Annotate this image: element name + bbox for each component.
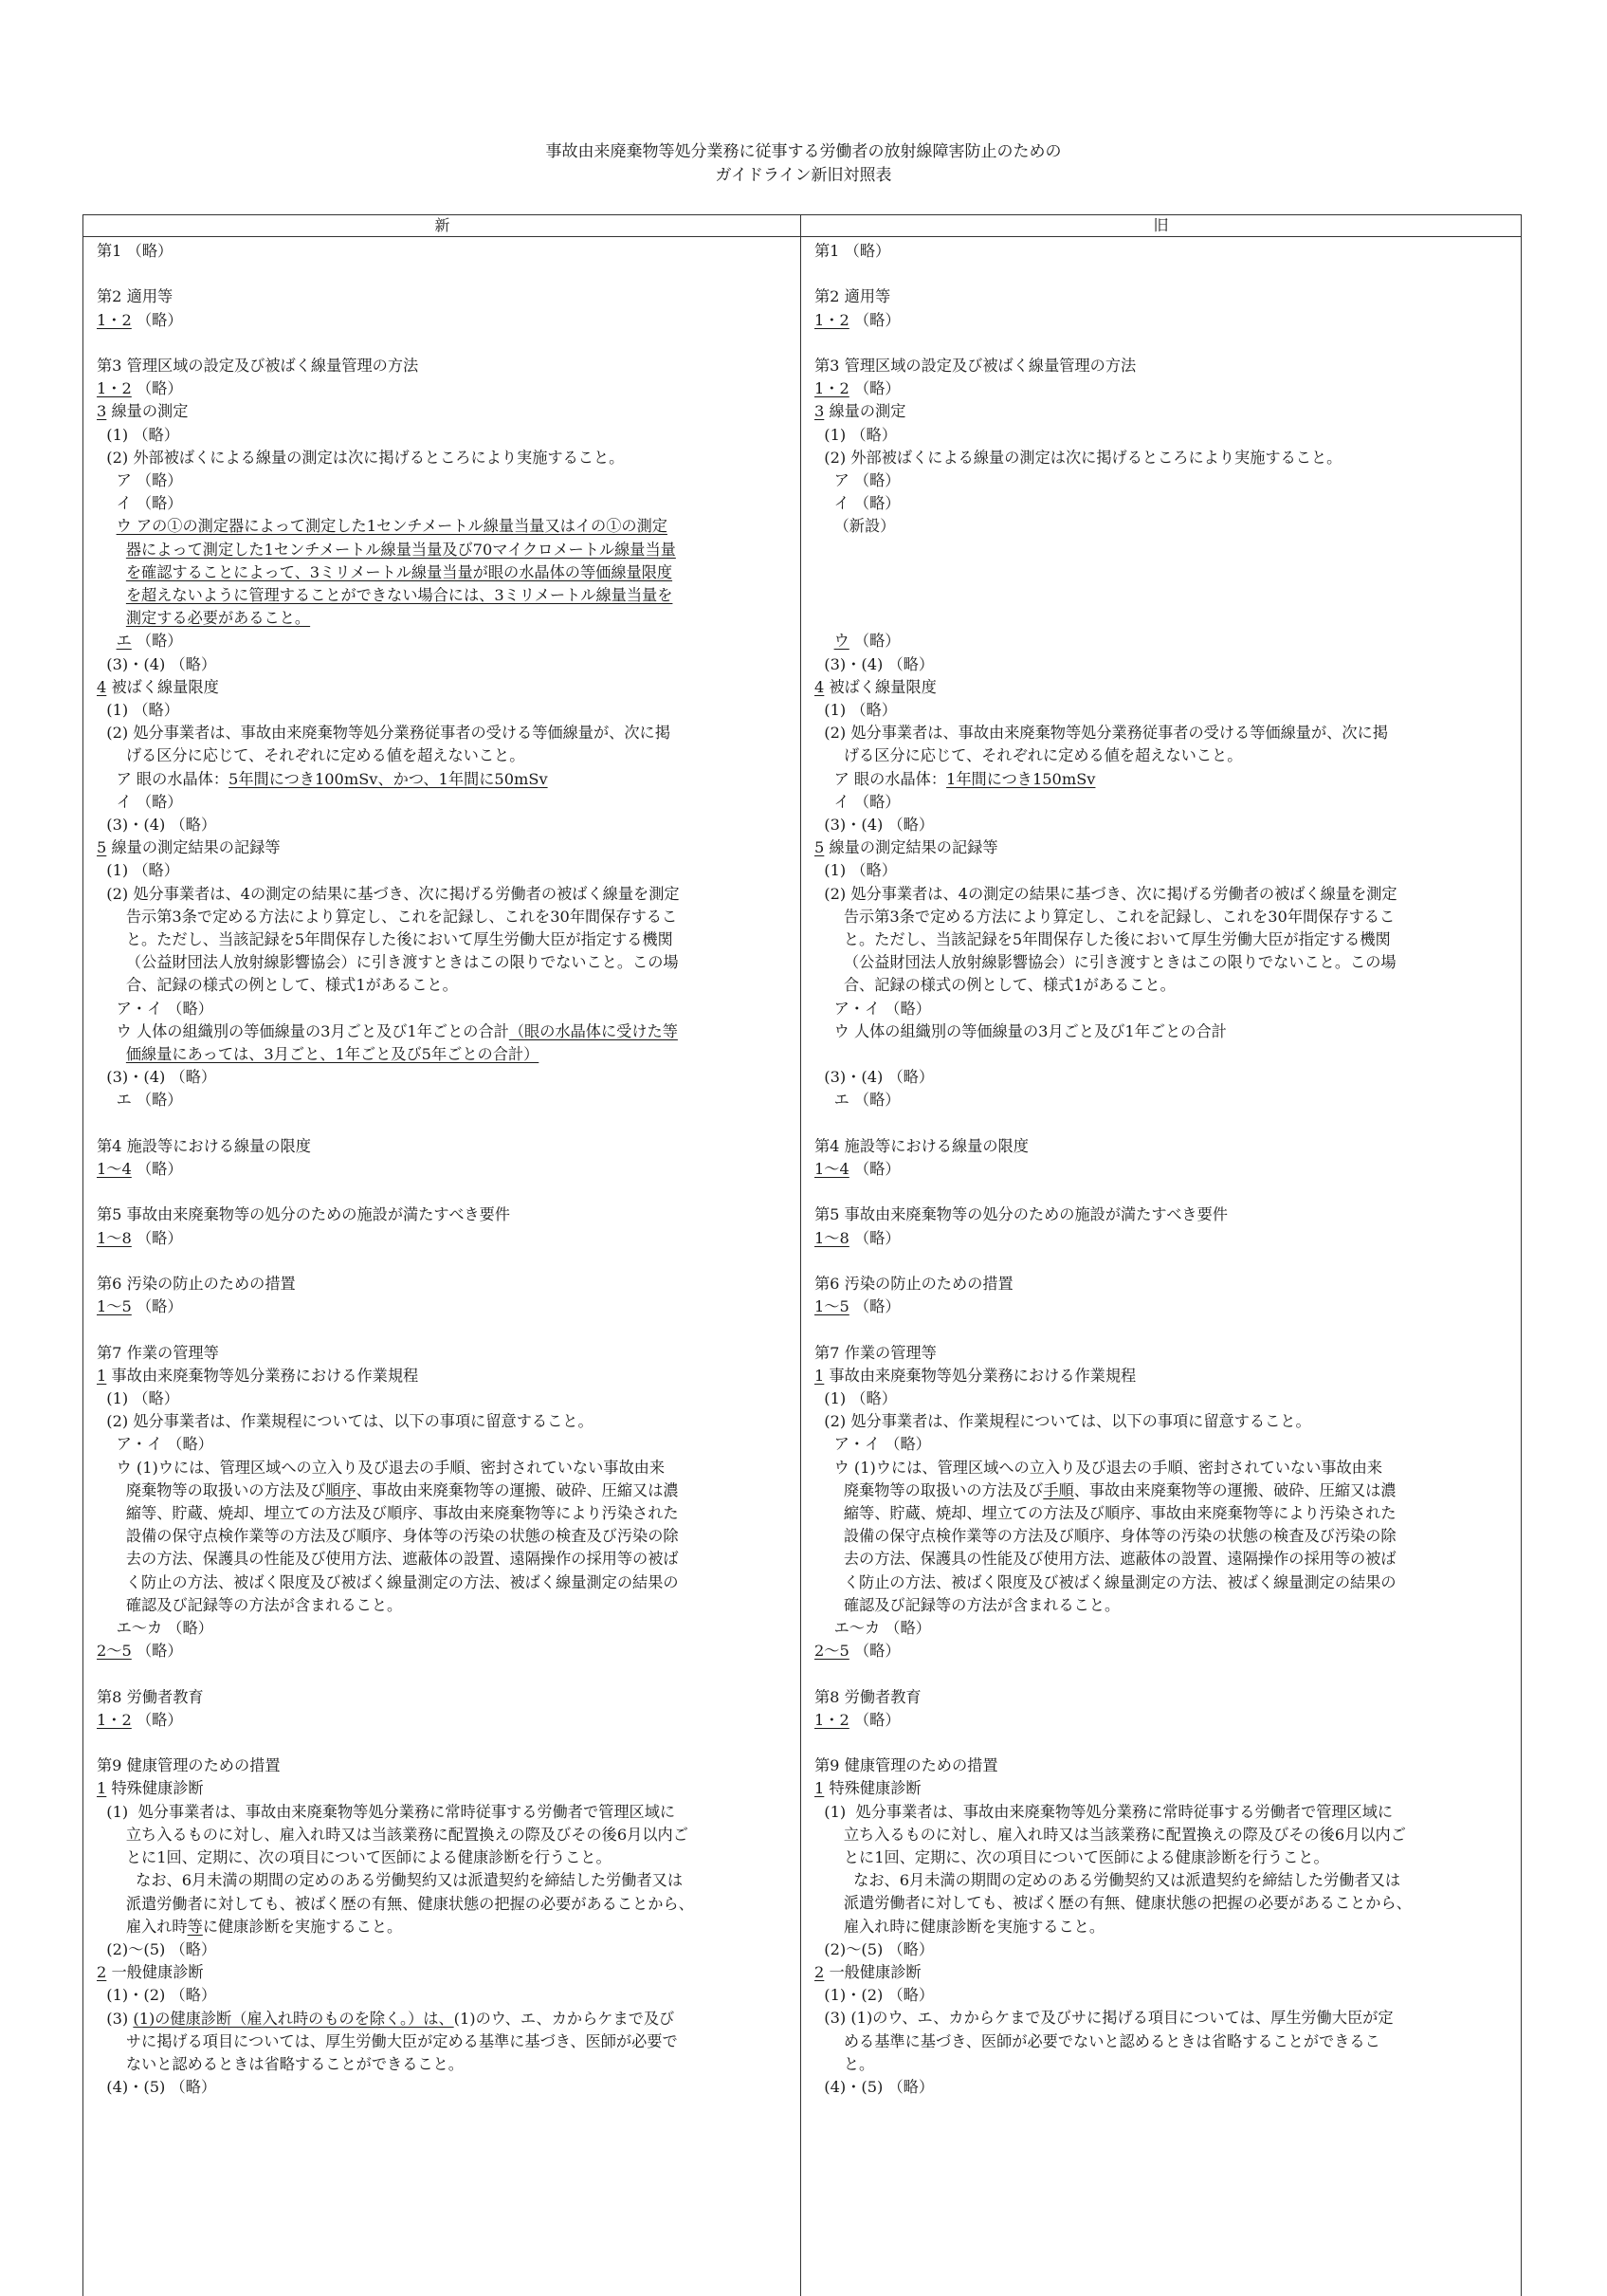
new-line: 設備の保守点検作業等の方法及び順序、身体等の汚染の状態の検査及び汚染の除 <box>97 1527 679 1546</box>
new-line: (2) 処分事業者は、事故由来廃棄物等処分業務従事者の受ける等価線量が、次に掲 <box>97 724 670 743</box>
amended-text: 1年間につき150mSv <box>946 769 1096 788</box>
amended-text: 3 <box>97 402 107 421</box>
new-line: 5 線量の測定結果の記録等 <box>97 838 281 857</box>
new-line: (3)・(4) （略） <box>97 1068 217 1087</box>
old-line: 5 線量の測定結果の記録等 <box>814 838 998 857</box>
old-line <box>814 561 1511 584</box>
new-line <box>97 584 789 607</box>
new-line: 1～5 （略） <box>97 1297 183 1316</box>
new-line: ウ (1)ウには、管理区域への立入り及び退去の手順、密封されていない事故由来 <box>97 1458 666 1477</box>
old-line <box>814 1732 1511 1754</box>
old-line: ウ 人体の組織別の等価線量の3月ごと及び1年ごとの合計 <box>814 1021 1227 1040</box>
old-line: と。ただし、当該記録を5年間保存した後において厚生労働大臣が指定する機関 <box>814 930 1391 948</box>
old-line: 第9 健康管理のための措置 <box>814 1756 998 1775</box>
amended-text: 手順 <box>1043 1480 1074 1499</box>
new-line: 1～8 （略） <box>97 1228 183 1247</box>
table-header <box>83 215 1521 237</box>
new-line: 3 線量の測定 <box>97 402 189 421</box>
header-new: 新 <box>434 216 450 234</box>
new-line <box>97 263 789 285</box>
new-line <box>97 1181 789 1203</box>
new-line: (1) （略） <box>97 1389 179 1408</box>
old-line: 3 線量の測定 <box>814 402 906 421</box>
old-line: 第6 汚染の防止のための措置 <box>814 1274 1014 1293</box>
old-line <box>814 607 1511 630</box>
old-line: 1 事故由来廃棄物等処分業務における作業規程 <box>814 1366 1137 1385</box>
old-line: 雇入れ時に健康診断を実施すること。 <box>814 1917 1105 1936</box>
old-line: （新設） <box>814 517 896 536</box>
new-line: 縮等、貯蔵、焼却、埋立ての方法及び順序、事故由来廃棄物等により汚染された <box>97 1504 679 1523</box>
old-line <box>814 1112 1511 1135</box>
old-line: (1) （略） <box>814 861 897 880</box>
old-line: 第8 労働者教育 <box>814 1687 922 1706</box>
new-line: 1 特殊健康診断 <box>97 1779 204 1798</box>
old-line: (2) 処分事業者は、作業規程については、以下の事項に留意すること。 <box>814 1412 1311 1431</box>
old-line: (3)・(4) （略） <box>814 1068 935 1087</box>
new-line <box>97 1112 789 1135</box>
old-line: 去の方法、保護具の性能及び使用方法、遮蔽体の設置、遠隔操作の採用等の被ば <box>814 1550 1397 1569</box>
new-line: 告示第3条で定める方法により算定し、これを記録し、これを30年間保存するこ <box>97 907 678 926</box>
amended-text: 1・2 <box>814 1710 849 1729</box>
old-line: 縮等、貯蔵、焼却、埋立ての方法及び順序、事故由来廃棄物等により汚染された <box>814 1504 1397 1522</box>
old-line: ウ (1)ウには、管理区域への立入り及び退去の手順、密封されていない事故由来 <box>814 1458 1383 1477</box>
old-line <box>814 539 1511 561</box>
old-line: 合、記録の様式の例として、様式1があること。 <box>814 976 1176 995</box>
old-line: イ （略） <box>814 494 901 513</box>
new-line <box>97 539 789 561</box>
new-column <box>97 240 789 2099</box>
new-line: ア・イ （略） <box>97 1435 213 1454</box>
new-line: ア・イ （略） <box>97 999 213 1018</box>
new-line: 第9 健康管理のための措置 <box>97 1756 281 1775</box>
new-line: (1) （略） <box>97 425 179 444</box>
amended-text: 4 <box>97 677 107 696</box>
amended-text: 1・2 <box>97 310 132 329</box>
document-title <box>0 140 1607 188</box>
new-line: エ （略） <box>97 1091 183 1110</box>
new-line: 1～4 （略） <box>97 1160 183 1179</box>
amended-text: 1 <box>814 1366 825 1385</box>
old-line <box>814 1043 1511 1066</box>
old-line: 第5 事故由来廃棄物等の処分のための施設が満たすべき要件 <box>814 1205 1228 1224</box>
new-line: 2～5 （略） <box>97 1642 183 1661</box>
new-line: (1) （略） <box>97 861 179 880</box>
new-line: 第6 汚染の防止のための措置 <box>97 1275 296 1294</box>
new-line: 1・2 （略） <box>97 310 183 329</box>
new-line: ないと認めるときは省略することができること。 <box>97 2054 464 2073</box>
old-line: ア 眼の水晶体：1年間につき150mSv <box>814 769 1096 788</box>
old-line: 2 一般健康診断 <box>814 1963 922 1982</box>
old-line: 第2 適用等 <box>814 287 891 306</box>
old-line: ア （略） <box>814 471 901 489</box>
new-line: 立ち入るものに対し、雇入れ時又は当該業務に配置換えの際及びその後6月以内ご <box>97 1825 688 1844</box>
old-line: 告示第3条で定める方法により算定し、これを記録し、これを30年間保存するこ <box>814 907 1396 926</box>
old-line <box>814 1181 1511 1203</box>
old-line: 1～5 （略） <box>814 1297 901 1316</box>
new-line: (4)・(5) （略） <box>97 2078 217 2097</box>
amended-text: 1 <box>97 1779 107 1798</box>
new-line: ア 眼の水晶体：5年間につき100mSv、かつ、1年間に50mSv <box>97 769 548 788</box>
amended-text: 4 <box>814 677 825 696</box>
old-line: 廃棄物等の取扱いの方法及び手順、事故由来廃棄物等の運搬、破砕、圧縮又は濃 <box>814 1480 1397 1499</box>
old-line: (2) 処分事業者は、4の測定の結果に基づき、次に掲げる労働者の被ばく線量を測定 <box>814 884 1397 903</box>
old-line: 派遣労働者に対しても、被ばく歴の有無、健康状態の把握の必要があることから、 <box>814 1894 1412 1913</box>
new-line: 確認及び記録等の方法が含まれること。 <box>97 1595 403 1614</box>
amended-text: （眼の水晶体に受けた等 <box>508 1021 678 1040</box>
old-line: 4 被ばく線量限度 <box>814 677 937 696</box>
new-line: 第5 事故由来廃棄物等の処分のための施設が満たすべき要件 <box>97 1205 510 1224</box>
new-line: 4 被ばく線量限度 <box>97 677 219 696</box>
old-line: 1・2 （略） <box>814 1710 901 1729</box>
old-line <box>814 584 1511 607</box>
amended-text: 等 <box>187 1917 203 1936</box>
amended-text: 価線量にあっては、3月ごと、1年ごと及び5年ごとの合計） <box>125 1045 539 1064</box>
old-line: (2) 外部被ばくによる線量の測定は次に掲げるところにより実施すること。 <box>814 448 1342 467</box>
old-line: エ～カ （略） <box>814 1619 931 1638</box>
old-line: ウ （略） <box>833 632 901 651</box>
new-line: 第4 施設等における線量の限度 <box>97 1136 311 1155</box>
new-line: なお、6月未満の期間の定めのある労働契約又は派遣契約を締結した労働者又は <box>97 1871 684 1890</box>
old-line: 1～4 （略） <box>814 1160 901 1178</box>
old-line: なお、6月未満の期間の定めのある労働契約又は派遣契約を締結した労働者又は <box>814 1871 1401 1890</box>
column-divider <box>800 215 801 2296</box>
new-line: (2) 外部被ばくによる線量の測定は次に掲げるところにより実施すること。 <box>97 448 625 467</box>
old-line: (2) 処分事業者は、事故由来廃棄物等処分業務従事者の受ける等価線量が、次に掲 <box>814 724 1388 743</box>
old-line: 第1 （略） <box>814 242 891 260</box>
old-line: 2～5 （略） <box>814 1642 901 1661</box>
new-line <box>97 1250 789 1273</box>
old-column <box>814 240 1511 2099</box>
new-line: 合、記録の様式の例として、様式1があること。 <box>97 976 458 995</box>
new-line: げる区分に応じて、それぞれに定める値を超えないこと。 <box>97 746 525 765</box>
old-line: く防止の方法、被ばく限度及び被ばく線量測定の方法、被ばく線量測定の結果の <box>814 1572 1397 1591</box>
old-line: と。 <box>814 2054 875 2073</box>
old-line: 1・2 （略） <box>814 379 901 398</box>
new-line: (3)・(4) （略） <box>97 816 217 835</box>
new-line: ウ 人体の組織別の等価線量の3月ごと及び1年ごとの合計（眼の水晶体に受けた等 <box>97 1021 678 1040</box>
amended-text: 1・2 <box>97 1710 132 1729</box>
new-line: 第1 （略） <box>97 242 173 260</box>
old-line: 第4 施設等における線量の限度 <box>814 1136 1029 1155</box>
new-line: (1) 処分事業者は、事故由来廃棄物等処分業務に常時従事する労働者で管理区域に <box>97 1802 676 1821</box>
new-line <box>97 332 789 355</box>
amended-text: 1～8 <box>814 1228 849 1247</box>
old-line <box>814 263 1511 285</box>
new-line: (2)～(5) （略） <box>97 1939 217 1958</box>
title-line-2: ガイドライン新旧対照表 <box>715 166 892 185</box>
new-line: 去の方法、保護具の性能及び使用方法、遮蔽体の設置、遠隔操作の採用等の被ば <box>97 1550 679 1569</box>
new-line <box>97 1732 789 1754</box>
amended-text: 2～5 <box>814 1642 849 1661</box>
new-line: ア （略） <box>97 471 183 489</box>
amended-text: 1・2 <box>97 379 132 398</box>
old-line: げる区分に応じて、それぞれに定める値を超えないこと。 <box>814 746 1243 765</box>
amended-text: 1・2 <box>814 379 849 398</box>
new-line: 第8 労働者教育 <box>97 1687 204 1706</box>
amended-text: 5年間につき100mSv、かつ、1年間に50mSv <box>228 769 548 788</box>
new-line: サに掲げる項目については、厚生労働大臣が定める基準に基づき、医師が必要で <box>97 2031 678 2050</box>
amended-text: 5 <box>814 838 825 857</box>
old-line: エ （略） <box>814 1091 901 1110</box>
new-line: 雇入れ時等に健康診断を実施すること。 <box>97 1917 403 1936</box>
new-line: 第3 管理区域の設定及び被ばく線量管理の方法 <box>97 356 419 375</box>
old-line: (1) （略） <box>814 1388 897 1407</box>
old-line: (1) （略） <box>814 425 897 444</box>
amended-text: を確認することによって、3ミリメートル線量当量が眼の水晶体の等価線量限度 <box>125 562 673 581</box>
new-line: (2) 処分事業者は、4の測定の結果に基づき、次に掲げる労働者の被ばく線量を測定 <box>97 884 680 903</box>
new-line <box>97 561 789 584</box>
old-line: (1) （略） <box>814 700 897 719</box>
old-line: 第3 管理区域の設定及び被ばく線量管理の方法 <box>814 356 1137 375</box>
amended-text: 1～8 <box>97 1228 132 1247</box>
new-line: (2) 処分事業者は、作業規程については、以下の事項に留意すること。 <box>97 1412 593 1431</box>
new-line: エ～カ （略） <box>97 1619 213 1638</box>
comparison-table <box>82 214 1522 2296</box>
header-old: 旧 <box>1153 216 1169 234</box>
new-line: (1)・(2) （略） <box>97 1986 217 2005</box>
amended-text: を超えないように管理することができない場合には、3ミリメートル線量当量を <box>125 586 673 605</box>
amended-text: 1～5 <box>814 1297 849 1316</box>
amended-text: 順序 <box>325 1480 356 1499</box>
new-line: 第2 適用等 <box>97 287 173 306</box>
amended-text: 1～5 <box>97 1297 132 1316</box>
old-line: 1・2 （略） <box>814 310 901 329</box>
amended-text: ウ <box>833 632 849 651</box>
old-line: とに1回、定期に、次の項目について医師による健康診断を行うこと。 <box>814 1848 1329 1867</box>
amended-text: 2 <box>97 1963 107 1982</box>
new-line: く防止の方法、被ばく限度及び被ばく線量測定の方法、被ばく線量測定の結果の <box>97 1572 679 1591</box>
new-line: イ （略） <box>97 792 183 811</box>
new-line <box>97 515 789 538</box>
amended-text: ウ アの①の測定器によって測定した1センチメートル線量当量又はイの①の測定 <box>116 517 667 536</box>
old-line: ア・イ （略） <box>814 1435 931 1454</box>
amended-text: 1 <box>814 1779 825 1798</box>
new-line: エ （略） <box>116 632 183 651</box>
new-line: (3) (1)の健康診断（雇入れ時のものを除く。）は、(1)のウ、エ、カからケまで及び <box>97 2009 675 2028</box>
new-line <box>97 1663 789 1686</box>
old-line: イ （略） <box>814 792 901 811</box>
new-line: 廃棄物等の取扱いの方法及び順序、事故由来廃棄物等の運搬、破砕、圧縮又は濃 <box>97 1480 679 1499</box>
old-line: (1)・(2) （略） <box>814 1986 935 2005</box>
old-line <box>814 332 1511 355</box>
new-line: と。ただし、当該記録を5年間保存した後において厚生労働大臣が指定する機関 <box>97 930 673 949</box>
new-line: (3)・(4) （略） <box>97 654 217 673</box>
amended-text: (1)の健康診断（雇入れ時のものを除く。）は、 <box>133 2009 454 2028</box>
old-line: 立ち入るものに対し、雇入れ時又は当該業務に配置換えの際及びその後6月以内ご <box>814 1825 1406 1844</box>
new-line <box>97 607 789 630</box>
new-line <box>97 1318 789 1341</box>
amended-text: エ <box>116 632 132 651</box>
old-line: (3) (1)のウ、エ、カからケまで及びサに掲げる項目については、厚生労働大臣が定 <box>814 2009 1394 2028</box>
new-line: 1・2 （略） <box>97 379 183 398</box>
old-line: 確認及び記録等の方法が含まれること。 <box>814 1595 1121 1614</box>
amended-text: 2 <box>814 1963 825 1982</box>
new-line: （公益財団法人放射線影響協会）に引き渡すときはこの限りでないこと。この場 <box>97 953 679 972</box>
new-line: 1 事故由来廃棄物等処分業務における作業規程 <box>97 1366 419 1385</box>
amended-text: 5 <box>97 838 107 857</box>
amended-text: 器によって測定した1センチメートル線量当量及び70マイクロメートル線量当量 <box>125 540 676 559</box>
new-line: とに1回、定期に、次の項目について医師による健康診断を行うこと。 <box>97 1848 612 1867</box>
amended-text: 1 <box>97 1366 107 1385</box>
old-line: 第7 作業の管理等 <box>814 1343 937 1362</box>
new-line: イ （略） <box>97 494 183 513</box>
old-line: (3)・(4) （略） <box>814 654 935 673</box>
amended-text: 2～5 <box>97 1642 132 1661</box>
new-line: (1) （略） <box>97 701 179 720</box>
new-line: 2 一般健康診断 <box>97 1963 204 1982</box>
amended-text: 3 <box>814 402 825 421</box>
old-line: （公益財団法人放射線影響協会）に引き渡すときはこの限りでないこと。この場 <box>814 953 1397 972</box>
old-line: 設備の保守点検作業等の方法及び順序、身体等の汚染の状態の検査及び汚染の除 <box>814 1527 1397 1546</box>
old-line: (1) 処分事業者は、事故由来廃棄物等処分業務に常時従事する労働者で管理区域に <box>814 1802 1394 1821</box>
old-line: (4)・(5) （略） <box>814 2078 935 2097</box>
old-line: 1～8 （略） <box>814 1228 901 1247</box>
new-line: 1・2 （略） <box>97 1710 183 1729</box>
new-line <box>97 1043 789 1066</box>
amended-text: 1～4 <box>814 1160 849 1178</box>
amended-text: 測定する必要があること。 <box>125 609 311 628</box>
old-line: ア・イ （略） <box>814 999 931 1018</box>
new-line: 第7 作業の管理等 <box>97 1343 219 1362</box>
old-line: (2)～(5) （略） <box>814 1939 935 1958</box>
amended-text: 1・2 <box>814 310 849 329</box>
old-line <box>814 1250 1511 1273</box>
old-line: める基準に基づき、医師が必要でないと認めるときは省略することができるこ <box>814 2031 1380 2050</box>
new-line: 派遣労働者に対しても、被ばく歴の有無、健康状態の把握の必要があることから、 <box>97 1894 694 1913</box>
amended-text: 1～4 <box>97 1160 132 1179</box>
old-line <box>814 1318 1511 1341</box>
title-line-1: 事故由来廃棄物等処分業務に従事する労働者の放射線障害防止のための <box>545 142 1062 161</box>
old-line: 1 特殊健康診断 <box>814 1779 922 1798</box>
old-line: (3)・(4) （略） <box>814 815 935 834</box>
old-line <box>814 1662 1511 1685</box>
